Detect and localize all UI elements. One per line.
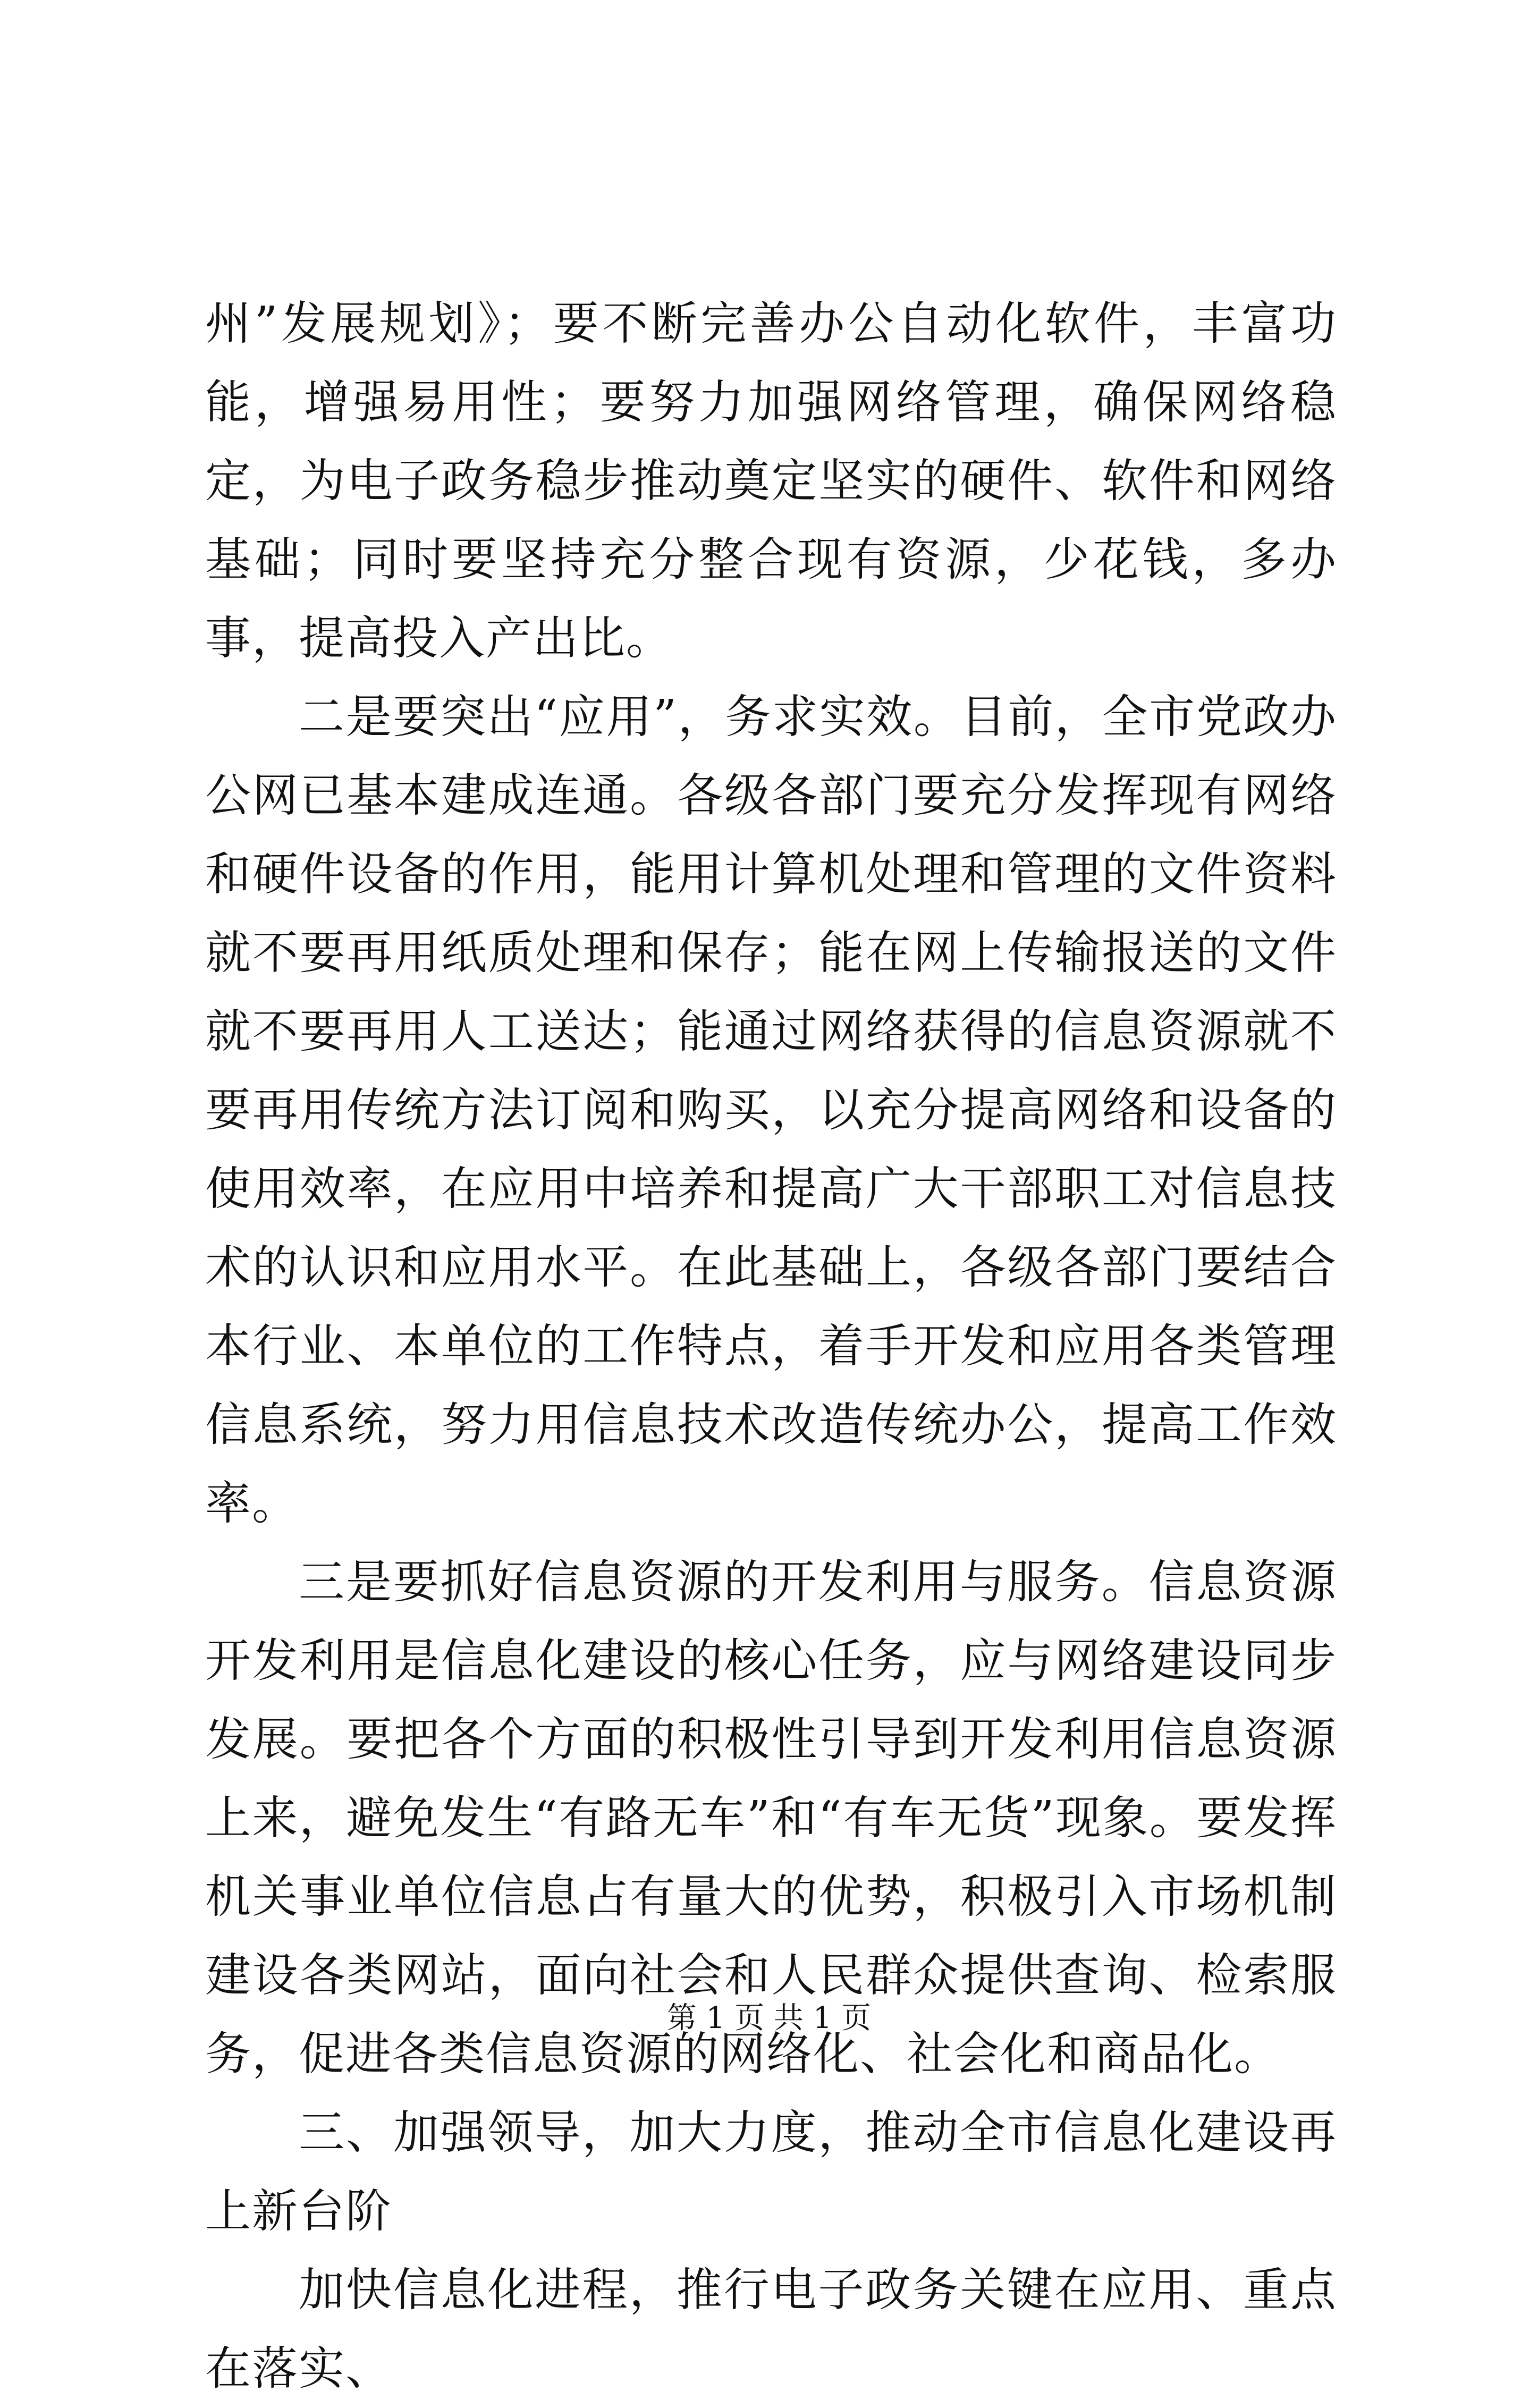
paragraph-continuation: 州”发展规划》；要不断完善办公自动化软件，丰富功能，增强易用性；要努力加强网络管理，确保网络稳定，为电子政务稳步推动奠定坚实的硬件、软件和网络基础；同时要坚持充分整合现有资源，少花钱，多办事，提高投入产出比。: [205, 297, 1337, 665]
paragraph-acceleration: 加快信息化进程，推行电子政务关键在应用、重点在落实、: [205, 2263, 1337, 2395]
paragraph-application: 二是要突出“应用”，务求实效。目前，全市党政办公网已基本建成连通。各级各部门要充分发挥现有网络和硬件设备的作用，能用计算机处理和管理的文件资料就不要再用纸质处理和保存；能在网上传输报送的文件就不要再用人工送达；能通过网络获得的信息资源就不要再用传统方法订阅和购买，以充分提高网络和设备的使用效率，在应用中培养和提高广大干部职工对信息技术的认识和应用水平。在此基础上，各级各部门要结合本行业、本单位的工作特点，着手开发和应用各类管理信息系统，努力用信息技术改造传统办公，提高工作效率。: [205, 690, 1337, 1530]
paragraph-information-resources: 三是要抓好信息资源的开发利用与服务。信息资源开发利用是信息化建设的核心任务，应与网络建设同步发展。要把各个方面的积极性引导到开发利用信息资源上来，避免发生“有路无车”和“有车无货”现象。要发挥机关事业单位信息占有量大的优势，积极引入市场机制建设各类网站，面向社会和人民群众提供查询、检索服务，促进各类信息资源的网络化、社会化和商品化。: [205, 1556, 1337, 2081]
document-body: [205, 284, 1337, 2408]
page-number-footer: 第 1 页 共 1 页: [666, 2001, 872, 2035]
section-heading: 三、加强领导，加大力度，推动全市信息化建设再上新台阶: [205, 2106, 1337, 2238]
